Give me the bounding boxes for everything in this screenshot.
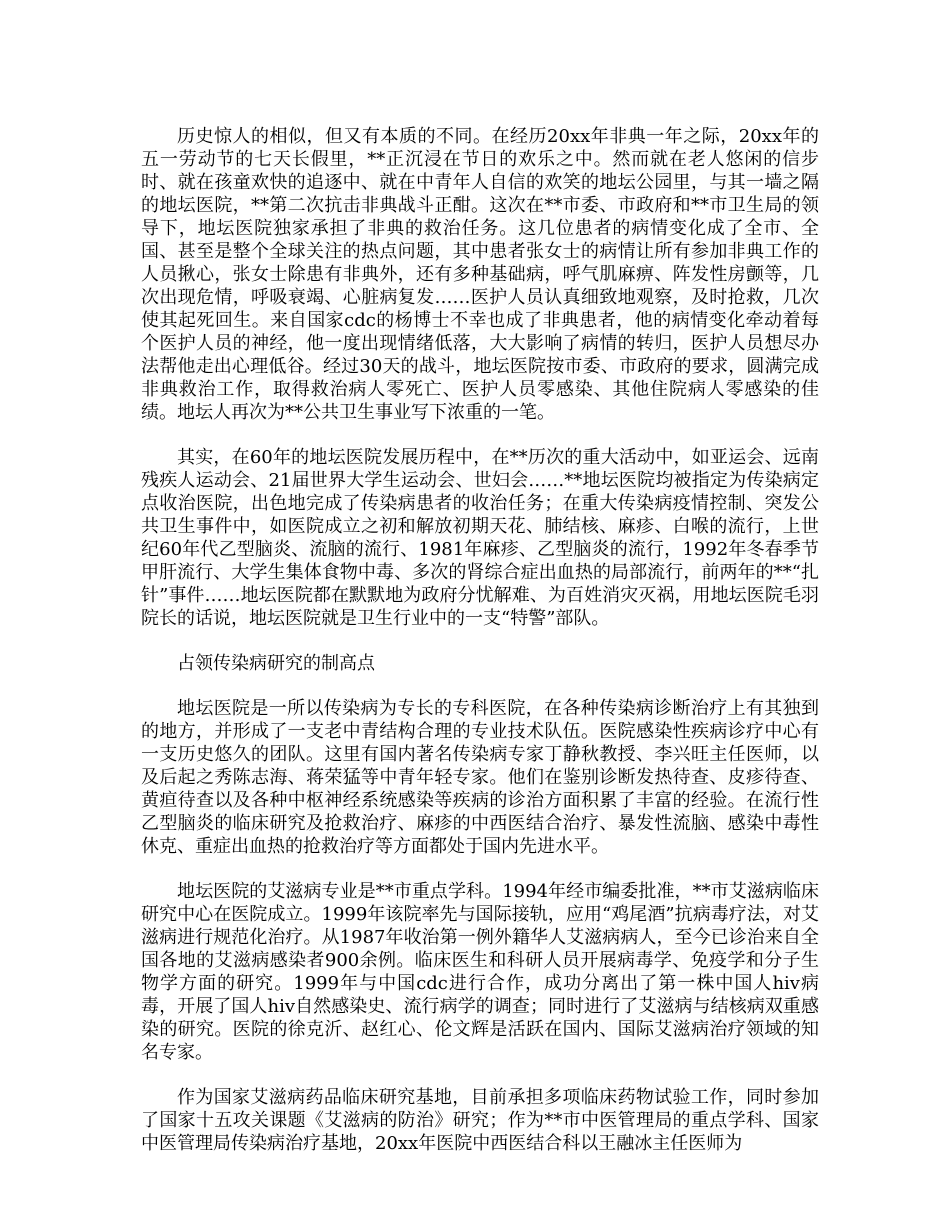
paragraph-hospital-history: 其实，在60年的地坛医院发展历程中，在**历次的重大活动中，如亚运会、远南残疾人运动会、21届世界大学生运动会、世妇会……**地坛医院均被指定为传染病定点收治医院，出色地完成了传染病患者的收治任务；在重大传染病疫情控制、突发公共卫生事件中，如医院成立之初和解放初期天花、肺结核、麻疹、白喉的流行，上世纪60年代乙型脑炎、流脑的流行、1981年麻疹、乙型脑炎的流行，1992年冬春季节甲肝流行、大学生集体食物中毒、多次的肾综合症出血热的局部流行，前两年的**“扎针”事件……地坛医院都在默默地为政府分忧解难、为百姓消灾灭祸，用地坛医院毛羽院长的话说，地坛医院就是卫生行业中的一支“特警”部队。	[141, 447, 819, 629]
document-page	[141, 125, 819, 1155]
section-heading: 占领传染病研究的制高点	[177, 653, 375, 674]
paragraph-infectious-disease-center: 地坛医院是一所以传染病为专长的专科医院，在各种传染病诊断治疗上有其独到的地方，并形成了一支老中青结构合理的专业技术队伍。医院感染性疾病诊疗中心有一支历史悠久的团队。这里有国内著名传染病专家丁静秋教授、李兴旺主任医师，以及后起之秀陈志海、蒋荣猛等中青年轻专家。他们在鉴别诊断发热待查、皮疹待查、黄疸待查以及各种中枢神经系统感染等疾病的诊治方面积累了丰富的经验。在流行性乙型脑炎的临床研究及抢救治疗、麻疹的中西医结合治疗、暴发性流脑、感染中毒性休克、重症出血热的抢救治疗等方面都处于国内先进水平。	[141, 698, 819, 857]
paragraph-aids-drug-base: 作为国家艾滋病药品临床研究基地，目前承担多项临床药物试验工作，同时参加了国家十五攻关课题《艾滋病的防治》研究；作为**市中医管理局的重点学科、国家中医管理局传染病治疗基地，20xx年医院中西医结合科以王融冰主任医师为	[141, 1087, 819, 1154]
paragraph-sars-second-battle: 历史惊人的相似，但又有本质的不同。在经历20xx年非典一年之际，20xx年的五一劳动节的七天长假里，**正沉浸在节日的欢乐之中。然而就在老人悠闲的信步时、就在孩童欢快的追逐中、就在中青年人自信的欢笑的地坛公园里，与其一墙之隔的地坛医院，**第二次抗击非典战斗正酣。这次在**市委、市政府和**市卫生局的领导下，地坛医院独家承担了非典的救治任务。这几位患者的病情变化成了全市、全国、甚至是整个全球关注的热点问题，其中患者张女士的病情让所有参加非典工作的人员揪心，张女士除患有非典外，还有多种基础病，呼气肌麻痹、阵发性房颤等，几次出现危情，呼吸衰竭、心脏病复发……医护人员认真细致地观察，及时抢救，几次使其起死回生。来自国家cdc的杨博士不幸也成了非典患者，他的病情变化牵动着每个医护人员的神经，他一度出现情绪低落，大大影响了病情的转归，医护人员想尽办法帮他走出心理低谷。经过30天的战斗，地坛医院按市委、市政府的要求，圆满完成非典救治工作，取得救治病人零死亡、医护人员零感染、其他住院病人零感染的佳绩。地坛人再次为**公共卫生事业写下浓重的一笔。	[141, 126, 819, 423]
paragraph-aids-specialty: 地坛医院的艾滋病专业是**市重点学科。1994年经市编委批准，**市艾滋病临床研究中心在医院成立。1999年该院率先与国际接轨，应用“鸡尾酒”抗病毒疗法，对艾滋病进行规范化治疗。从1987年收治第一例外籍华人艾滋病病人，至今已诊治来自全国各地的艾滋病感染者900余例。临床医生和科研人员开展病毒学、免疫学和分子生物学方面的研究。1999年与中国cdc进行合作，成功分离出了第一株中国人hiv病毒，开展了国人hiv自然感染史、流行病学的调查；同时进行了艾滋病与结核病双重感染的研究。医院的徐克沂、赵红心、伦文辉是活跃在国内、国际艾滋病治疗领域的知名专家。	[141, 881, 819, 1063]
